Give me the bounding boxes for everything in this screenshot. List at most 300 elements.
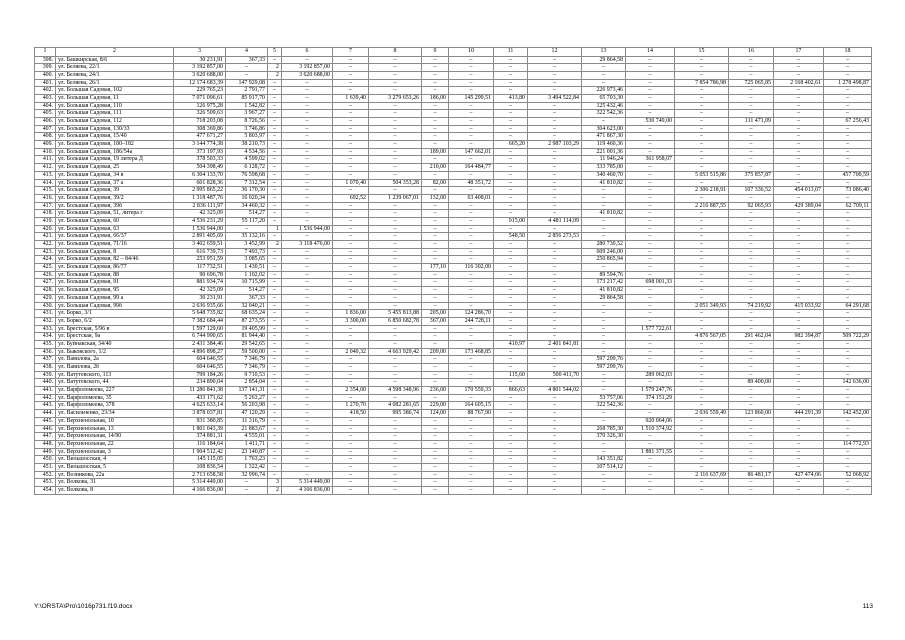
table-cell: 52 068,92 [824, 471, 872, 479]
table-cell: 7 493,73 [226, 248, 268, 256]
table-cell: 16 020,34 [226, 194, 268, 202]
table-cell: – [582, 348, 626, 356]
table-cell: – [333, 364, 369, 372]
table-cell: – [494, 256, 528, 264]
table-cell: 11 946,24 [582, 156, 626, 164]
table-cell: – [282, 410, 333, 418]
table-cell: 548,50 [494, 233, 528, 241]
table-cell: 108 836,54 [174, 463, 226, 471]
table-cell: – [282, 425, 333, 433]
table-cell: – [422, 233, 449, 241]
table-cell: – [675, 233, 729, 241]
table-cell: – [528, 402, 582, 410]
table-cell: – [774, 287, 824, 295]
address-cell: ул. Верхненольная, 14/90 [56, 433, 174, 441]
table-cell: 9 710,53 [226, 371, 268, 379]
table-cell: – [824, 164, 872, 172]
table-cell: – [422, 133, 449, 141]
table-cell: – [333, 379, 369, 387]
table-cell: – [729, 87, 774, 95]
table-cell: – [774, 279, 824, 287]
table-cell: – [626, 56, 675, 64]
table-cell: – [268, 394, 282, 402]
table-cell: – [369, 187, 422, 195]
table-cell: 6 304 133,70 [174, 171, 226, 179]
table-cell: – [528, 317, 582, 325]
table-cell: 23 140,87 [226, 448, 268, 456]
table-cell: 81 944,40 [226, 333, 268, 341]
table-cell: – [494, 356, 528, 364]
table-cell: – [675, 310, 729, 318]
table-cell: 1 239 067,01 [369, 194, 422, 202]
table-cell: – [729, 194, 774, 202]
table-cell: 4 536 231,29 [174, 217, 226, 225]
table-cell: – [774, 402, 824, 410]
table-cell: 4 625 633,14 [174, 402, 226, 410]
table-cell: – [369, 233, 422, 241]
table-cell: – [333, 233, 369, 241]
table-cell: 1 904 512,42 [174, 448, 226, 456]
table-cell: – [333, 202, 369, 210]
table-cell: – [449, 471, 494, 479]
table-cell: 1 430,51 [226, 264, 268, 272]
table-cell: – [494, 148, 528, 156]
table-cell: 378 503,33 [174, 156, 226, 164]
table-cell: – [333, 448, 369, 456]
table-cell: – [729, 287, 774, 295]
row-number-cell: 404. [35, 102, 56, 110]
table-cell: – [282, 102, 333, 110]
table-cell: – [675, 371, 729, 379]
table-cell: – [282, 94, 333, 102]
table-cell: – [774, 156, 824, 164]
table-cell: 514,27 [226, 210, 268, 218]
table-cell: – [582, 317, 626, 325]
table-cell: – [582, 233, 626, 241]
table-row [35, 79, 872, 87]
table-cell: – [774, 125, 824, 133]
table-cell: – [528, 241, 582, 249]
table-cell: – [729, 156, 774, 164]
table-cell: 41 810,82 [582, 210, 626, 218]
table-cell: – [282, 448, 333, 456]
table-cell: 2 116 637,69 [675, 471, 729, 479]
table-cell: – [369, 225, 422, 233]
table-cell: – [528, 210, 582, 218]
table-row [35, 417, 872, 425]
table-cell: 457 700,59 [824, 171, 872, 179]
address-cell: ул. Большая Садовая, 37 а [56, 179, 174, 187]
row-number-cell: 454. [35, 487, 56, 495]
table-cell: – [774, 425, 824, 433]
table-cell: – [626, 187, 675, 195]
column-number-cell: 16 [729, 48, 774, 57]
table-cell: – [675, 179, 729, 187]
table-cell: 90 696,78 [174, 271, 226, 279]
row-number-cell: 414. [35, 179, 56, 187]
table-cell: – [528, 333, 582, 341]
table-cell: 12 174 683,39 [174, 79, 226, 87]
address-cell: ул. Большая Садовая, 34 в [56, 171, 174, 179]
table-cell: – [449, 125, 494, 133]
table-row [35, 64, 872, 72]
table-cell: – [282, 233, 333, 241]
table-cell: – [268, 448, 282, 456]
table-cell: – [626, 463, 675, 471]
table-cell: – [282, 379, 333, 387]
table-cell: – [449, 440, 494, 448]
table-cell: – [729, 279, 774, 287]
table-row [35, 71, 872, 79]
row-number-cell: 432. [35, 317, 56, 325]
table-row [35, 302, 872, 310]
row-number-cell: 452. [35, 471, 56, 479]
row-number-cell: 450. [35, 456, 56, 464]
table-row [35, 94, 872, 102]
table-row [35, 456, 872, 464]
table-cell: – [675, 264, 729, 272]
table-cell: – [494, 287, 528, 295]
table-cell: – [494, 463, 528, 471]
table-cell: – [675, 279, 729, 287]
table-cell: – [626, 333, 675, 341]
table-cell: – [774, 325, 824, 333]
table-cell: 4 599,02 [226, 156, 268, 164]
table-cell: 4 534,56 [226, 148, 268, 156]
table-cell: – [268, 94, 282, 102]
table-cell: – [528, 394, 582, 402]
address-cell: ул. Большая Садовая, 95 [56, 287, 174, 295]
table-cell: – [675, 102, 729, 110]
table-cell: – [528, 118, 582, 126]
table-cell: – [774, 371, 824, 379]
table-cell: – [528, 179, 582, 187]
table-cell: – [333, 164, 369, 172]
table-cell: 2 354,00 [333, 387, 369, 395]
table-cell: – [333, 248, 369, 256]
row-number-cell: 407. [35, 125, 56, 133]
table-cell: 340 460,70 [582, 171, 626, 179]
column-number-cell: 11 [494, 48, 528, 57]
table-cell: – [268, 287, 282, 295]
table-cell: – [282, 194, 333, 202]
table-cell: – [626, 202, 675, 210]
table-cell: – [422, 417, 449, 425]
table-cell: – [449, 479, 494, 487]
table-cell: 107 514,12 [582, 463, 626, 471]
column-number-cell: 2 [56, 48, 174, 57]
table-cell: – [774, 148, 824, 156]
table-cell: 41 810,82 [582, 287, 626, 295]
table-cell: – [333, 217, 369, 225]
table-cell: – [422, 79, 449, 87]
table-cell: – [675, 241, 729, 249]
table-cell: 1 [268, 225, 282, 233]
table-cell: – [282, 118, 333, 126]
column-number-cell: 7 [333, 48, 369, 57]
table-row [35, 102, 872, 110]
table-cell: – [675, 87, 729, 95]
address-cell: ул. Большая Садовая, 25 [56, 164, 174, 172]
table-cell: – [268, 325, 282, 333]
table-cell: 304 623,00 [582, 125, 626, 133]
table-cell: 370 326,30 [582, 433, 626, 441]
table-cell: – [333, 325, 369, 333]
table-cell: – [333, 171, 369, 179]
table-cell: – [729, 94, 774, 102]
table-row [35, 440, 872, 448]
table-cell: 2 306 218,91 [675, 187, 729, 195]
table-cell: – [626, 471, 675, 479]
table-cell: – [774, 194, 824, 202]
column-number-cell: 18 [824, 48, 872, 57]
table-cell: – [528, 110, 582, 118]
table-cell: – [449, 171, 494, 179]
table-cell: – [449, 379, 494, 387]
table-cell: – [582, 479, 626, 487]
table-cell: – [729, 102, 774, 110]
table-cell: – [729, 433, 774, 441]
row-number-cell: 424. [35, 256, 56, 264]
table-cell: – [494, 294, 528, 302]
table-cell: – [626, 379, 675, 387]
table-cell: – [268, 148, 282, 156]
table-cell: 866,63 [494, 387, 528, 395]
table-row [35, 233, 872, 241]
address-cell: ул. Большая Садовая, 130/33 [56, 125, 174, 133]
row-number-cell: 446. [35, 425, 56, 433]
table-cell: – [626, 217, 675, 225]
table-cell: 692,52 [333, 194, 369, 202]
table-cell: 142 636,00 [824, 379, 872, 387]
table-cell: – [774, 440, 824, 448]
table-cell: – [282, 133, 333, 141]
row-number-cell: 441. [35, 387, 56, 395]
address-cell: ул. Большая Садовая, 102 [56, 87, 174, 95]
table-cell: – [226, 64, 268, 72]
table-cell: 85 917,70 [226, 94, 268, 102]
table-cell: – [333, 264, 369, 272]
table-cell: 30 231,91 [174, 56, 226, 64]
table-cell: 73 086,40 [824, 187, 872, 195]
table-cell: – [282, 325, 333, 333]
table-row [35, 463, 872, 471]
table-cell: – [422, 256, 449, 264]
table-cell: – [449, 333, 494, 341]
table-cell: – [626, 310, 675, 318]
table-cell: – [268, 371, 282, 379]
address-cell: ул. Большая Садовая, 88 [56, 271, 174, 279]
table-cell: – [422, 202, 449, 210]
table-cell: – [675, 433, 729, 441]
table-cell: – [422, 156, 449, 164]
table-cell: – [333, 148, 369, 156]
table-row [35, 333, 872, 341]
table-cell: 32 996,74 [226, 471, 268, 479]
table-cell: – [528, 433, 582, 441]
table-cell: – [626, 356, 675, 364]
table-row [35, 433, 872, 441]
table-cell: 116 184,64 [174, 440, 226, 448]
table-cell: 291 462,04 [729, 333, 774, 341]
table-cell: – [774, 56, 824, 64]
table-cell: – [369, 141, 422, 149]
table-cell: – [268, 356, 282, 364]
table-cell: – [268, 187, 282, 195]
table-cell: – [494, 402, 528, 410]
table-cell: – [494, 440, 528, 448]
table-cell: 373 197,93 [174, 148, 226, 156]
table-cell: 3 620 688,00 [174, 71, 226, 79]
table-cell: – [422, 271, 449, 279]
address-cell: ул. Большая Садовая, 99б [56, 302, 174, 310]
table-row [35, 487, 872, 495]
table-cell: – [675, 402, 729, 410]
table-cell: 3 746,86 [226, 125, 268, 133]
table-cell: – [626, 433, 675, 441]
address-cell: ул. Брестская, 5/96 в [56, 325, 174, 333]
table-cell: – [675, 217, 729, 225]
table-cell: – [824, 325, 872, 333]
table-cell: – [774, 94, 824, 102]
table-cell: 2 051 349,93 [675, 302, 729, 310]
table-cell: – [675, 56, 729, 64]
table-cell: – [774, 210, 824, 218]
table-cell: – [282, 141, 333, 149]
table-cell: – [369, 394, 422, 402]
table-cell: – [422, 294, 449, 302]
table-cell: – [774, 479, 824, 487]
table-cell: – [268, 264, 282, 272]
row-number-cell: 434. [35, 333, 56, 341]
table-cell: – [449, 187, 494, 195]
table-cell: – [282, 79, 333, 87]
table-cell: 89 400,00 [729, 379, 774, 387]
table-cell: – [528, 410, 582, 418]
table-cell: 3 452,99 [226, 241, 268, 249]
table-cell: – [422, 333, 449, 341]
table-cell: – [528, 302, 582, 310]
address-cell: ул. Большая Садовая, 63 [56, 225, 174, 233]
table-cell: – [422, 102, 449, 110]
table-cell: 88 767,90 [449, 410, 494, 418]
table-cell: – [369, 133, 422, 141]
table-cell: – [626, 402, 675, 410]
table-cell: – [282, 294, 333, 302]
table-cell: 3 085,65 [226, 256, 268, 264]
table-row [35, 387, 872, 395]
row-number-cell: 445. [35, 417, 56, 425]
table-cell: – [282, 271, 333, 279]
table-cell: – [282, 217, 333, 225]
address-cell: ул. Борко, 6/2 [56, 317, 174, 325]
table-cell: 4 166 836,00 [174, 487, 226, 495]
table-cell: – [369, 371, 422, 379]
table-cell: – [626, 210, 675, 218]
table-cell: – [774, 71, 824, 79]
footer-file-path: Y:\ORSTA\Pro\1016p731.f19.docx [34, 603, 133, 610]
table-cell: – [729, 394, 774, 402]
table-cell: – [268, 379, 282, 387]
table-cell: – [369, 287, 422, 295]
table-cell: – [528, 125, 582, 133]
address-cell: ул. Варфоломеева, 378 [56, 402, 174, 410]
table-cell: – [729, 456, 774, 464]
table-cell: 2 995 865,22 [174, 187, 226, 195]
table-cell: – [226, 479, 268, 487]
table-cell: 30 231,91 [174, 294, 226, 302]
table-cell: – [494, 333, 528, 341]
table-cell: 87 273,55 [226, 317, 268, 325]
table-cell: – [282, 356, 333, 364]
row-number-cell: 415. [35, 187, 56, 195]
address-cell: ул. Варфоломеева, 35 [56, 394, 174, 402]
table-cell: – [449, 364, 494, 372]
column-number-cell: 10 [449, 48, 494, 57]
table-cell: – [333, 79, 369, 87]
table-cell: 47 120,29 [226, 410, 268, 418]
table-cell: – [282, 202, 333, 210]
table-cell: – [268, 156, 282, 164]
table-cell: 2 401 841,81 [528, 340, 582, 348]
table-cell: – [675, 164, 729, 172]
table-cell: – [626, 456, 675, 464]
table-cell: – [268, 217, 282, 225]
table-cell: – [675, 256, 729, 264]
table-cell: 234 890,04 [174, 379, 226, 387]
table-cell: – [528, 248, 582, 256]
table-cell: – [268, 79, 282, 87]
table-cell: 7 071 096,61 [174, 94, 226, 102]
table-row [35, 317, 872, 325]
table-row [35, 402, 872, 410]
table-cell: – [675, 487, 729, 495]
table-cell: – [494, 102, 528, 110]
table-cell: – [333, 56, 369, 64]
table-cell: 530 749,00 [626, 118, 675, 126]
table-cell: – [774, 348, 824, 356]
table-row [35, 133, 872, 141]
table-cell: 173 468,85 [449, 348, 494, 356]
table-cell: 504 353,28 [369, 179, 422, 187]
table-cell: 2 987 103,29 [528, 141, 582, 149]
table-cell: – [449, 64, 494, 72]
register-table-body [35, 48, 872, 495]
row-number-cell: 440. [35, 379, 56, 387]
table-cell: 2 168 402,61 [774, 79, 824, 87]
table-cell: – [369, 156, 422, 164]
table-cell: – [729, 317, 774, 325]
table-cell: 35 132,16 [226, 233, 268, 241]
row-number-cell: 439. [35, 371, 56, 379]
table-cell: – [528, 463, 582, 471]
table-cell: – [449, 325, 494, 333]
table-cell: – [369, 448, 422, 456]
table-cell: – [774, 241, 824, 249]
address-cell: ул. Большая Садовая, 39б [56, 202, 174, 210]
table-row [35, 379, 872, 387]
table-cell: – [774, 64, 824, 72]
row-number-cell: 423. [35, 248, 56, 256]
table-cell: – [494, 210, 528, 218]
address-cell: ул. Большая Садовая, 110 [56, 102, 174, 110]
table-cell: 477 671,27 [174, 133, 226, 141]
address-cell: ул. Вавилова, 2а [56, 356, 174, 364]
table-cell: – [282, 317, 333, 325]
row-number-cell: 449. [35, 448, 56, 456]
table-cell: 504 398,49 [174, 164, 226, 172]
table-cell: 2 891 405,69 [174, 233, 226, 241]
